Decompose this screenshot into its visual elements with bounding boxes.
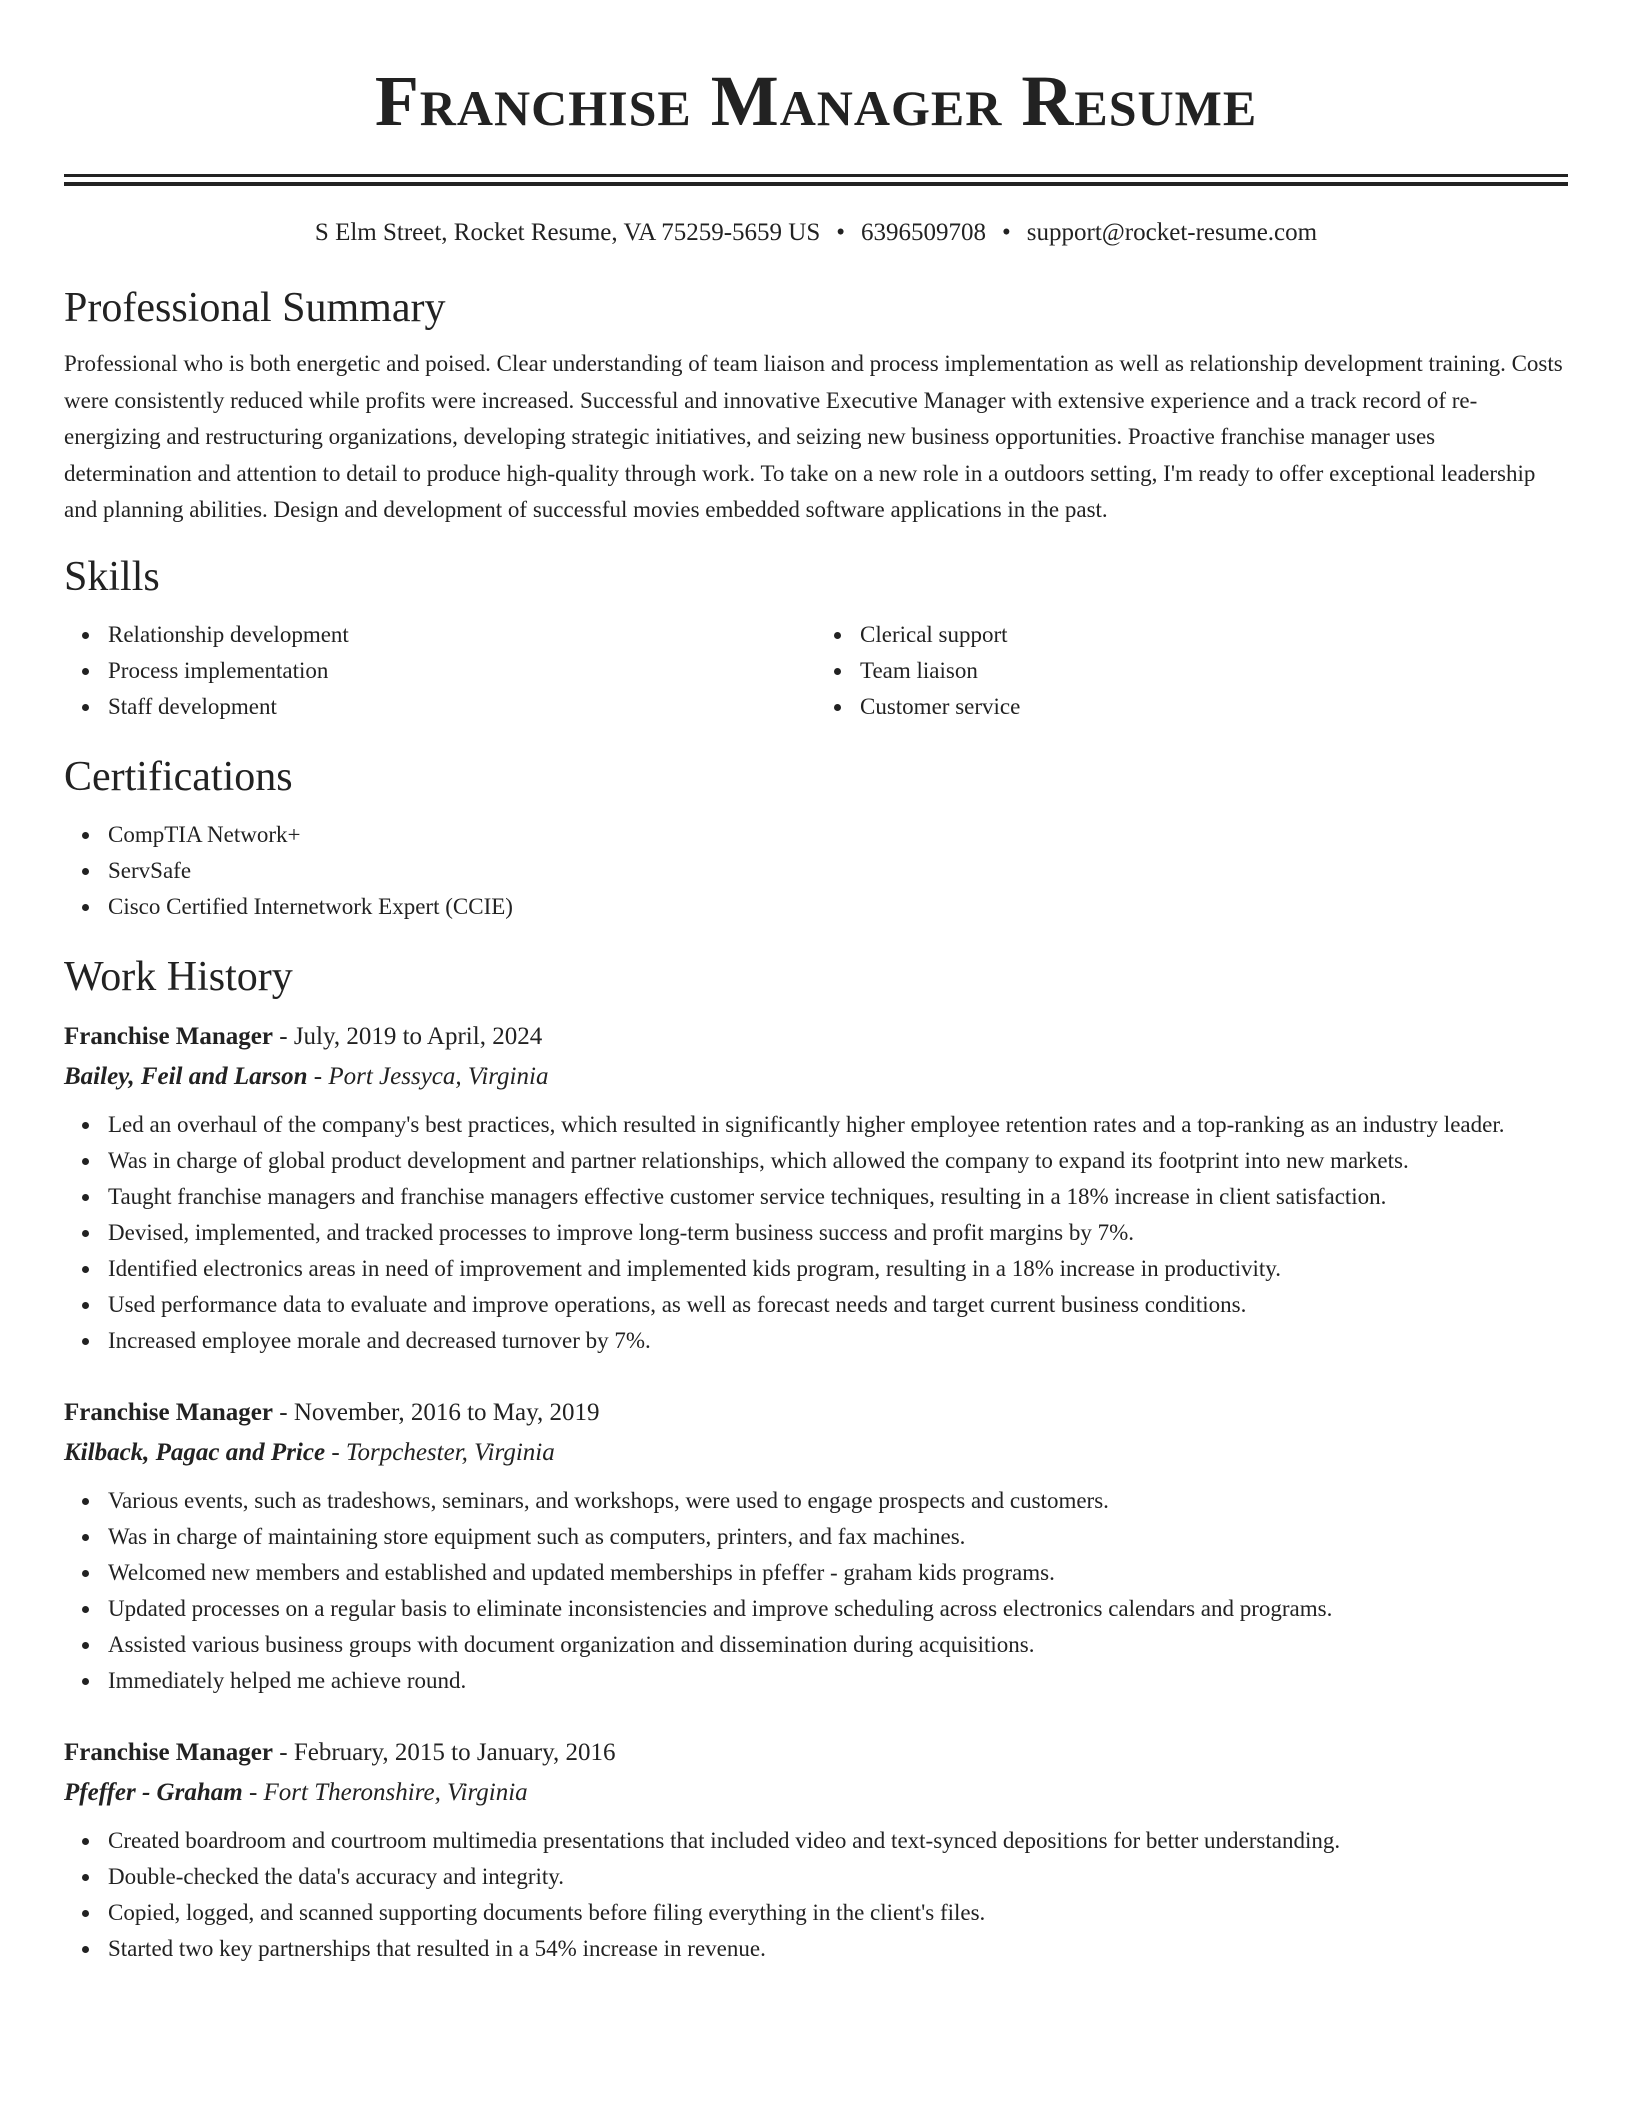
contact-address: S Elm Street, Rocket Resume, VA 75259-5659 US — [314, 219, 821, 246]
skill-item: Process implementation — [108, 653, 816, 689]
job-company: Pfeffer - Graham — [64, 1778, 243, 1806]
job-company: Kilback, Pagac and Price — [64, 1438, 326, 1466]
certification-item: Cisco Certified Internetwork Expert (CCIE) — [108, 889, 1568, 925]
job-title: Franchise Manager — [64, 1022, 273, 1050]
job-bullet: Identified electronics areas in need of improvement and implemented kids program, resulting in a 18% increase in productivity. — [108, 1251, 1568, 1287]
job-bullet: Used performance data to evaluate and improve operations, as well as forecast needs and target current business conditions. — [108, 1287, 1568, 1323]
contact-email: support@rocket-resume.com — [1026, 219, 1318, 246]
certification-item: CompTIA Network+ — [108, 817, 1568, 853]
job-bullet: Double-checked the data's accuracy and integrity. — [108, 1859, 1568, 1895]
job-title-line — [64, 1017, 1568, 1057]
skill-item: Team liaison — [860, 653, 1568, 689]
job-company-line — [64, 1057, 1568, 1097]
certification-item: ServSafe — [108, 853, 1568, 889]
job-company: Bailey, Feil and Larson — [64, 1062, 308, 1090]
job-company-line — [64, 1773, 1568, 1813]
job-dash: - — [242, 1778, 264, 1806]
job-bullet: Copied, logged, and scanned supporting documents before filing everything in the client's files. — [108, 1895, 1568, 1931]
skills-list-left — [64, 617, 816, 725]
summary-text: Professional who is both energetic and poised. Clear understanding of team liaison and process implementation as well as relationship development training. Costs were consistently reduced while profits were increased. Successful and innovative Executive Manager with extensive experience and a track record of re-energizing and restructuring organizations, developing strategic initiatives, and seizing new business opportunities. Proactive franchise manager uses determination and attention to detail to produce high-quality through work. To take on a new role in a outdoors setting, I'm ready to offer exceptional leadership and planning abilities. Design and development of successful movies embedded software applications in the past. — [64, 351, 1563, 522]
skills-columns — [64, 617, 1568, 725]
certifications-heading: Certifications — [64, 753, 293, 800]
contact-phone: 6396509708 — [861, 219, 987, 246]
job-dates: November, 2016 to May, 2019 — [293, 1398, 600, 1426]
skill-item: Customer service — [860, 689, 1568, 725]
job-bullet: Welcomed new members and established and updated memberships in pfeffer - graham kids programs. — [108, 1555, 1568, 1591]
job-bullet: Increased employee morale and decreased turnover by 7%. — [108, 1323, 1568, 1359]
job-dates: July, 2019 to April, 2024 — [293, 1022, 543, 1050]
skill-item: Staff development — [108, 689, 816, 725]
job-bullet: Assisted various business groups with document organization and dissemination during acquisitions. — [108, 1627, 1568, 1663]
skill-item: Clerical support — [860, 617, 1568, 653]
job-dash: - — [272, 1398, 294, 1426]
job-bullet: Immediately helped me achieve round. — [108, 1663, 1568, 1699]
job-dash: - — [307, 1062, 329, 1090]
job-title-line — [64, 1393, 1568, 1433]
contact-separator: • — [836, 219, 846, 246]
title-double-rule — [64, 174, 1568, 186]
contact-line — [64, 216, 1568, 250]
summary-heading: Professional Summary — [64, 285, 446, 331]
job-location: Fort Theronshire, Virginia — [263, 1778, 528, 1806]
job-bullet: Created boardroom and courtroom multimedia presentations that included video and text-synced depositions for better understanding. — [108, 1823, 1568, 1859]
job-location: Port Jessyca, Virginia — [328, 1062, 549, 1090]
job-bullets — [64, 1483, 1568, 1699]
certifications-list — [64, 817, 1568, 925]
job-entry — [64, 1733, 1568, 1967]
contact-separator: • — [1002, 219, 1011, 246]
skill-item: Relationship development — [108, 617, 816, 653]
job-entry — [64, 1393, 1568, 1699]
job-bullet: Led an overhaul of the company's best practices, which resulted in significantly higher employee retention rates and a top-ranking as an industry leader. — [108, 1107, 1568, 1143]
job-entry — [64, 1017, 1568, 1359]
job-bullets — [64, 1107, 1568, 1359]
job-company-line — [64, 1433, 1568, 1473]
job-bullets — [64, 1823, 1568, 1967]
job-bullet: Was in charge of maintaining store equipment such as computers, printers, and fax machines. — [108, 1519, 1568, 1555]
job-bullet: Updated processes on a regular basis to eliminate inconsistencies and improve scheduling across electronics calendars and programs. — [108, 1591, 1568, 1627]
job-bullet: Was in charge of global product development and partner relationships, which allowed the company to expand its footprint into new markets. — [108, 1143, 1568, 1179]
work-history-heading: Work History — [64, 953, 293, 1000]
job-dates: February, 2015 to January, 2016 — [293, 1738, 616, 1766]
skills-list-right — [816, 617, 1568, 725]
job-bullet: Started two key partnerships that resulted in a 54% increase in revenue. — [108, 1931, 1568, 1967]
job-title: Franchise Manager — [64, 1738, 273, 1766]
job-dash: - — [272, 1022, 294, 1050]
job-bullet: Various events, such as tradeshows, seminars, and workshops, were used to engage prospects and customers. — [108, 1483, 1568, 1519]
job-bullet: Devised, implemented, and tracked processes to improve long-term business success and profit margins by 7%. — [108, 1215, 1568, 1251]
job-bullet: Taught franchise managers and franchise managers effective customer service techniques, resulting in a 18% increase in client satisfaction. — [108, 1179, 1568, 1215]
resume-title: Franchise Manager Resume — [374, 61, 1258, 141]
job-dash: - — [272, 1738, 294, 1766]
job-dash: - — [325, 1438, 346, 1466]
skills-heading: Skills — [64, 553, 160, 600]
job-title-line — [64, 1733, 1568, 1773]
job-location: Torpchester, Virginia — [345, 1438, 555, 1466]
job-title: Franchise Manager — [64, 1398, 273, 1426]
